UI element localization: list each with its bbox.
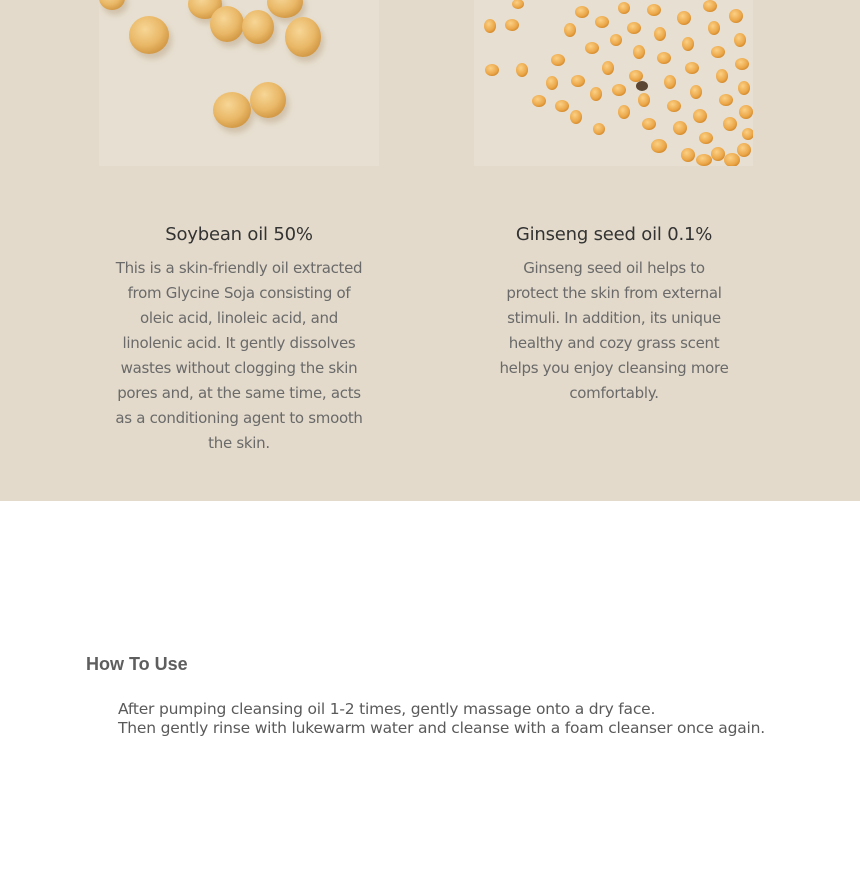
how-to-use-title: How To Use: [86, 654, 188, 674]
how-to-use-line: Then gently rinse with lukewarm water and cleanse with a foam cleanser once again.: [118, 719, 765, 737]
ginseng-seed-oil-block: [474, 222, 754, 406]
how-to-use-line: After pumping cleansing oil 1-2 times, gently massage onto a dry face.: [118, 700, 656, 718]
soybeans-illustration: [99, 0, 379, 166]
ginseng-seeds-image: [474, 0, 754, 166]
ginseng-seed-oil-description: Ginseng seed oil helps to protect the skin from external stimuli. In addition, its unique healthy and cozy grass scent helps you enjoy cleansing more comfortably.: [499, 259, 729, 402]
soybean-oil-title: Soybean oil 50%: [165, 224, 313, 245]
soybean-oil-description: This is a skin-friendly oil extracted from Glycine Soja consisting of oleic acid, linoleic acid, and linolenic acid. It gently dissolves wastes without clogging the skin pores and, at the same time, acts as a conditioning agent to smooth the skin.: [115, 259, 363, 452]
soybean-oil-block: [99, 222, 379, 456]
ginseng-seed-oil-title: Ginseng seed oil 0.1%: [515, 224, 713, 245]
ginseng-seeds-illustration: [474, 0, 754, 166]
how-to-use-instructions: [118, 700, 765, 738]
soybeans-image: [99, 0, 379, 166]
